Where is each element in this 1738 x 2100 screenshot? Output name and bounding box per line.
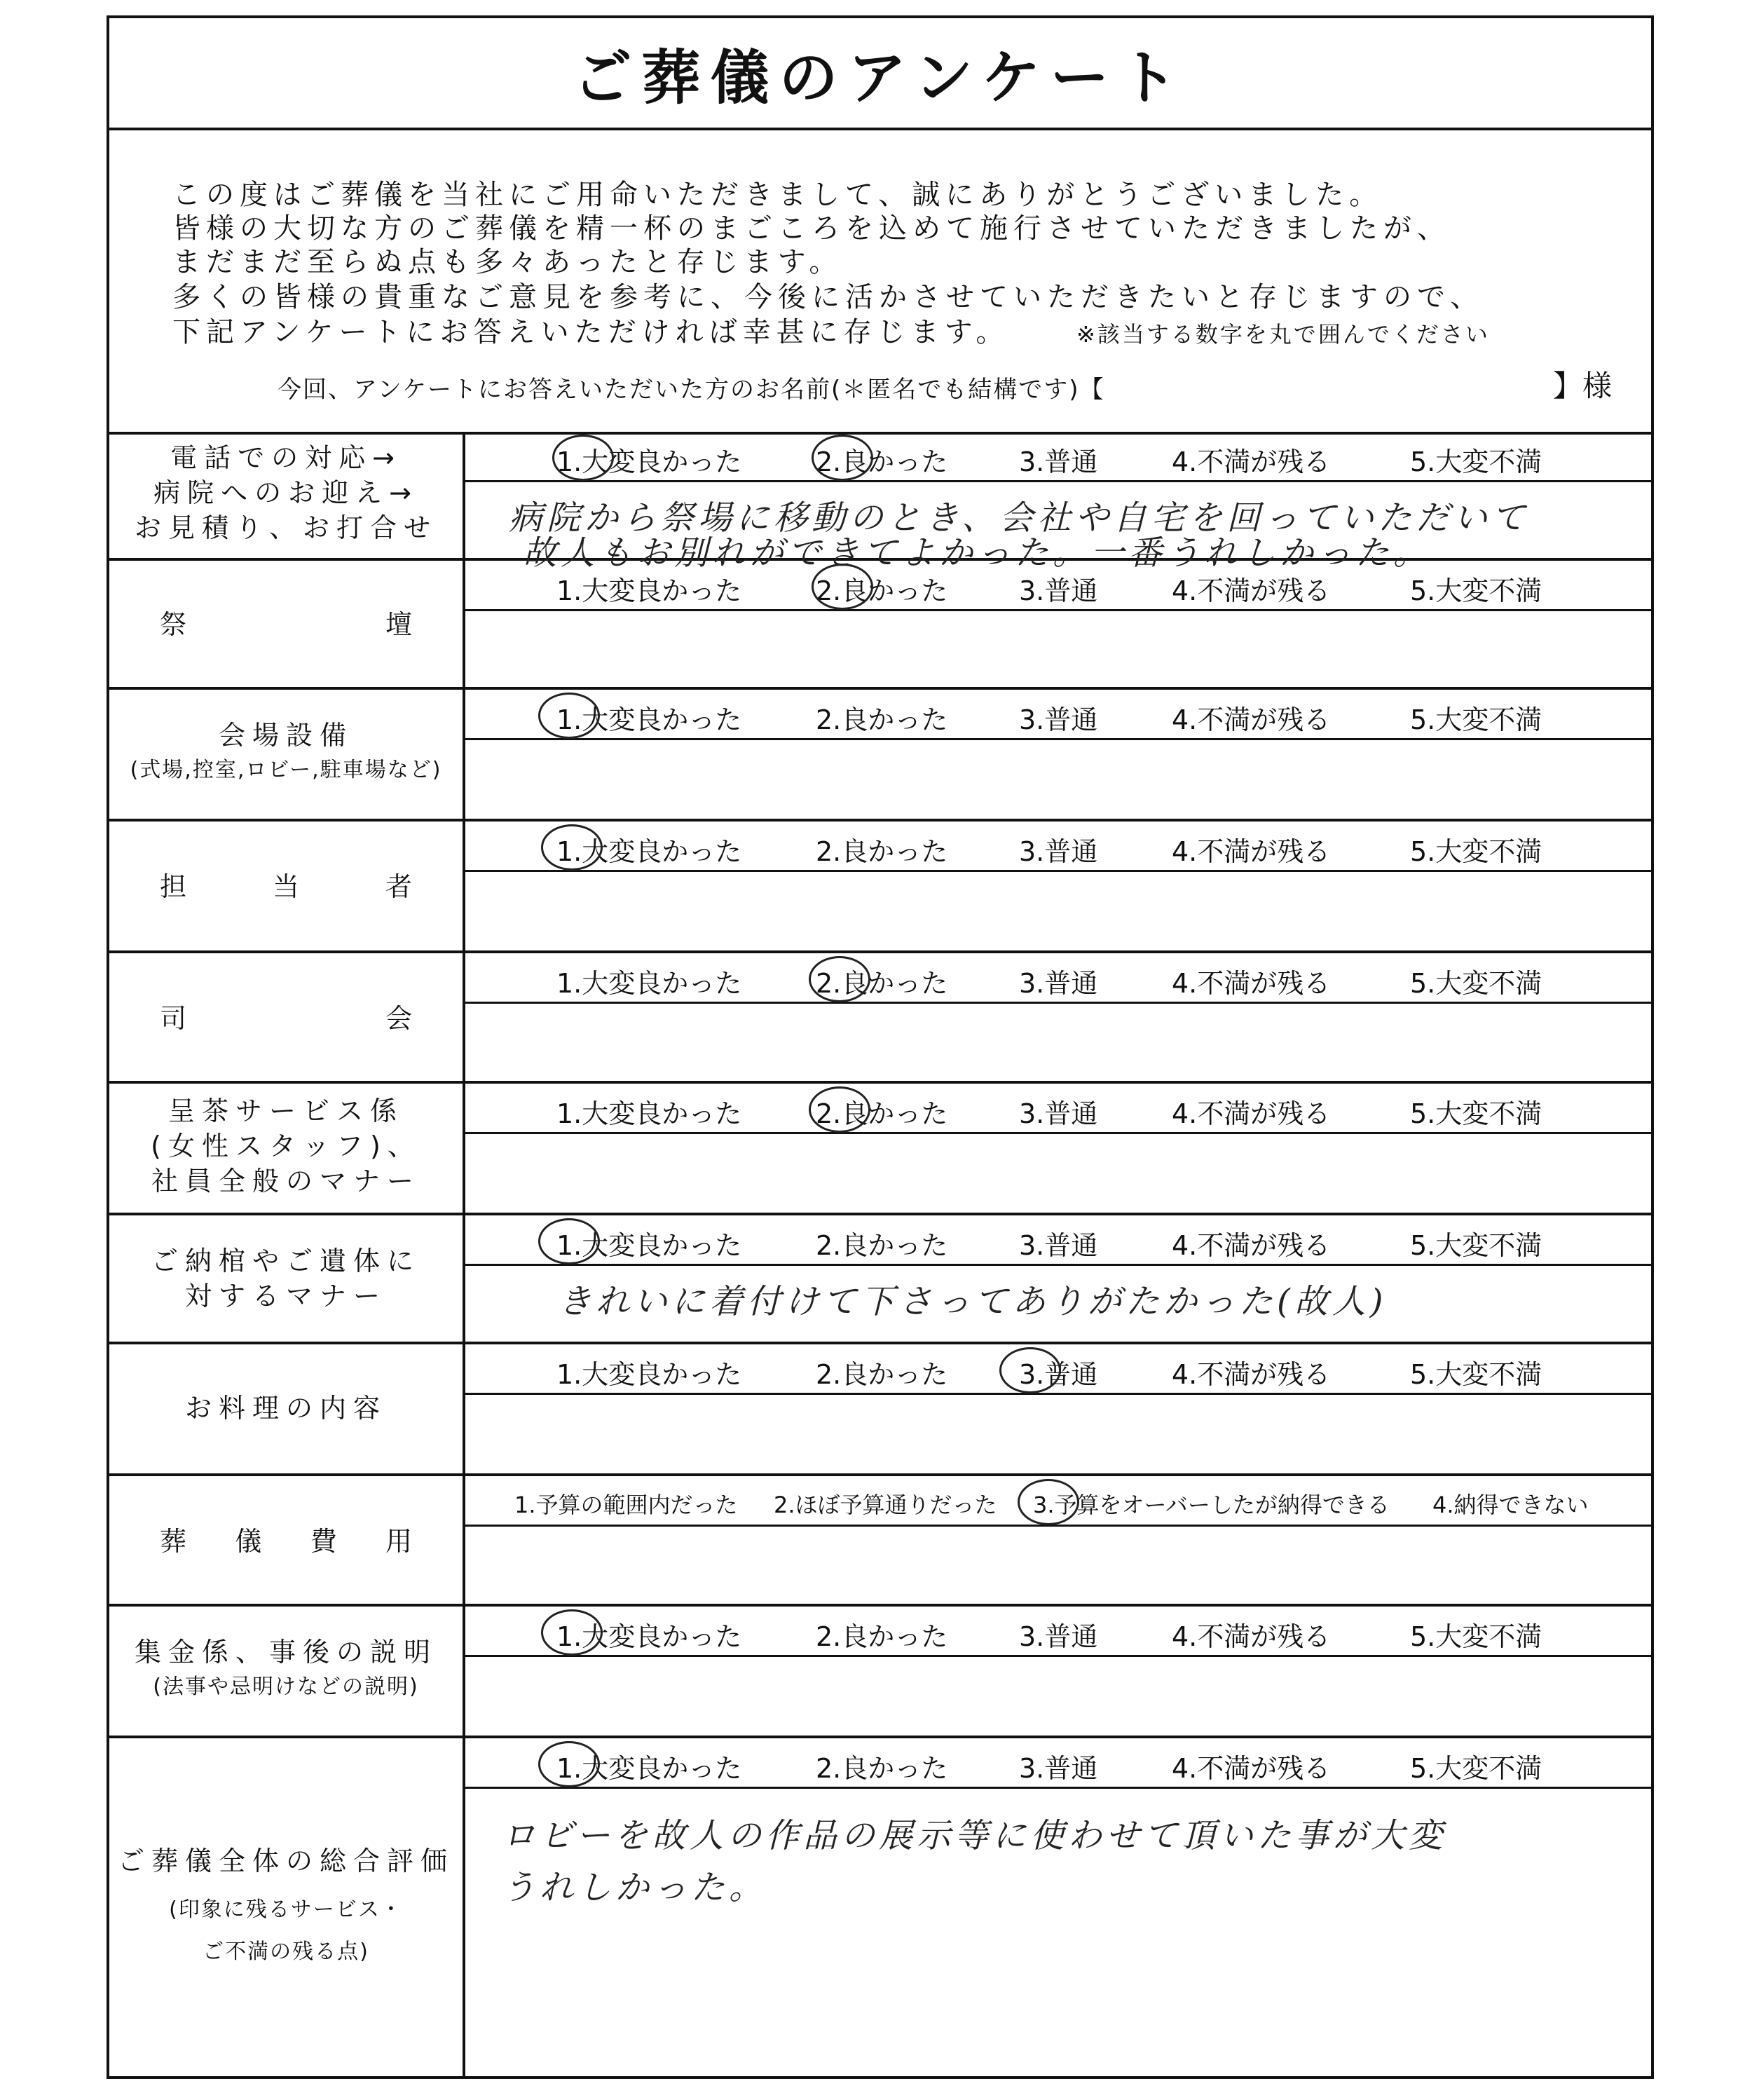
rating-options	[465, 1215, 1651, 1266]
option-4[interactable]: 4.不満が残る	[1172, 1359, 1331, 1390]
option-3[interactable]: 3.普通	[1019, 1098, 1098, 1129]
handwritten-comment: 故人もお別れができてよかった。一番うれしかった。	[523, 533, 1432, 573]
section-overall	[109, 1738, 1651, 2079]
option-5[interactable]: 5.大変不満	[1410, 1753, 1542, 1784]
option-5[interactable]: 5.大変不満	[1410, 1621, 1542, 1652]
option-5[interactable]: 5.大変不満	[1410, 1230, 1542, 1261]
section-food	[109, 1344, 1651, 1476]
option-1[interactable]: 1.大変良かった	[556, 1230, 742, 1261]
option-2[interactable]: 2.良かった	[816, 1753, 948, 1784]
option-3[interactable]: 3.普通	[1019, 1753, 1098, 1784]
selection-circle	[541, 1609, 603, 1656]
selection-circle	[541, 824, 603, 871]
option-2[interactable]: 2.良かった	[816, 446, 948, 477]
option-2[interactable]: 2.良かった	[816, 968, 948, 999]
section-label: 担 当 者	[160, 871, 412, 902]
option-4[interactable]: 4.不満が残る	[1172, 1621, 1331, 1652]
section-label: 司 会	[160, 1003, 412, 1034]
intro-line: 皆様の大切な方のご葬儀を精一杯のまごころを込めて施行させていただきましたが、	[172, 212, 1451, 245]
option-1[interactable]: 1.大変良かった	[556, 446, 742, 477]
section-label: 電話での対応→ 病院へのお迎え→ お見積り、お打合せ	[134, 442, 437, 543]
option-3[interactable]: 3.普通	[1019, 1621, 1098, 1652]
rating-options	[465, 1738, 1651, 1789]
option-2[interactable]: 2.良かった	[816, 575, 948, 606]
rating-options	[465, 821, 1651, 872]
section-cost	[109, 1476, 1651, 1607]
option-3[interactable]: 3.普通	[1019, 575, 1098, 606]
name-suffix: 】様	[1553, 369, 1613, 403]
option-5[interactable]: 5.大変不満	[1410, 446, 1542, 477]
name-prompt: 今回、アンケートにお答えいただいた方のお名前(＊匿名でも結構です)【	[278, 376, 1105, 404]
rating-options	[465, 1344, 1651, 1395]
option-4[interactable]: 4.不満が残る	[1172, 704, 1331, 735]
option-2[interactable]: 2.良かった	[816, 836, 948, 867]
intro-box	[109, 128, 1651, 435]
option-3[interactable]: 3.普通	[1019, 1230, 1098, 1261]
section-phone	[109, 432, 1651, 573]
option-1[interactable]: 1.大変良かった	[556, 1359, 742, 1390]
option-3[interactable]: 3.普通	[1019, 1359, 1098, 1390]
section-staff	[109, 821, 1651, 953]
selection-circle	[1018, 1479, 1079, 1525]
selection-circle	[809, 956, 870, 1002]
option-2[interactable]: 2.良かった	[816, 1359, 948, 1390]
option-5[interactable]: 5.大変不満	[1410, 968, 1542, 999]
section-label: 集金係、事後の説明 (法事や忌明けなどの説明)	[134, 1637, 437, 1699]
section-venue	[109, 690, 1651, 821]
rating-options	[465, 561, 1651, 611]
selection-circle	[538, 1218, 600, 1264]
form-title: ご葬儀のアンケート	[573, 43, 1188, 112]
option-4[interactable]: 4.不満が残る	[1172, 575, 1331, 606]
option-3[interactable]: 3.普通	[1019, 836, 1098, 867]
section-encoffining	[109, 1215, 1651, 1344]
survey-form	[107, 15, 1654, 2079]
option-1[interactable]: 1.大変良かった	[556, 968, 742, 999]
selection-circle	[538, 1741, 600, 1787]
rating-options	[465, 953, 1651, 1004]
option-5[interactable]: 5.大変不満	[1410, 575, 1542, 606]
handwritten-comment: きれいに着付けて下さってありがたかった(故人)	[558, 1282, 1388, 1321]
option-5[interactable]: 5.大変不満	[1410, 704, 1542, 735]
option-1[interactable]: 1.大変良かった	[556, 575, 742, 606]
section-label: 祭 壇	[160, 609, 412, 640]
rating-options	[465, 690, 1651, 740]
selection-circle	[552, 435, 614, 481]
section-label: お料理の内容	[184, 1393, 387, 1424]
option-2[interactable]: 2.良かった	[816, 1230, 948, 1261]
selection-circle	[538, 693, 600, 739]
option-5[interactable]: 5.大変不満	[1410, 1359, 1542, 1390]
cost-option-2[interactable]: 2.ほぼ予算通りだった	[774, 1492, 997, 1518]
option-3[interactable]: 3.普通	[1019, 704, 1098, 735]
cost-option-3[interactable]: 3.予算をオーバーしたが納得できる	[1033, 1492, 1390, 1518]
option-1[interactable]: 1.大変良かった	[556, 836, 742, 867]
section-payment	[109, 1607, 1651, 1738]
instruction-note: ※該当する数字を丸で囲んでください	[1076, 321, 1490, 348]
option-1[interactable]: 1.大変良かった	[556, 1098, 742, 1129]
option-5[interactable]: 5.大変不満	[1410, 1098, 1542, 1129]
intro-line: まだまだ至らぬ点も多々あったと存じます。	[172, 246, 843, 278]
rating-options	[465, 432, 1651, 482]
option-1[interactable]: 1.大変良かった	[556, 1753, 742, 1784]
option-4[interactable]: 4.不満が残る	[1172, 836, 1331, 867]
option-1[interactable]: 1.大変良かった	[556, 704, 742, 735]
option-4[interactable]: 4.不満が残る	[1172, 968, 1331, 999]
option-2[interactable]: 2.良かった	[816, 1621, 948, 1652]
section-label: ご納棺やご遺体に 対するマナー	[151, 1246, 420, 1311]
option-4[interactable]: 4.不満が残る	[1172, 446, 1331, 477]
section-label: 会場設備 (式場,控室,ロビー,駐車場など)	[130, 720, 442, 782]
option-5[interactable]: 5.大変不満	[1410, 836, 1542, 867]
intro-line: この度はご葬儀を当社にご用命いただきまして、誠にありがとうございました。	[172, 179, 1383, 211]
intro-line: 下記アンケートにお答えいただければ幸甚に存じます。	[172, 316, 1010, 348]
rating-options	[465, 1084, 1651, 1134]
cost-options	[465, 1476, 1651, 1527]
selection-circle	[809, 1086, 870, 1133]
selection-circle	[999, 1347, 1061, 1393]
rating-options	[465, 1607, 1651, 1657]
handwritten-comment: 病院から祭場に移動のとき、会社や自宅を回っていただいて	[509, 498, 1530, 538]
selection-circle	[812, 564, 873, 610]
section-altar	[109, 561, 1651, 690]
section-label: 葬 儀 費 用	[160, 1526, 412, 1557]
cost-option-1[interactable]: 1.予算の範囲内だった	[514, 1492, 738, 1518]
option-3[interactable]: 3.普通	[1019, 968, 1098, 999]
option-1[interactable]: 1.大変良かった	[556, 1621, 742, 1652]
handwritten-comment: ロビーを故人の作品の展示等に使わせて頂いた事が大変	[502, 1816, 1447, 1855]
section-label: ご葬儀全体の総合評価 (印象に残るサービス・ ご不満の残る点)	[117, 1846, 454, 1964]
section-label: 呈茶サービス係 (女性スタッフ)、 社員全般のマナー	[151, 1096, 421, 1196]
option-3[interactable]: 3.普通	[1019, 446, 1098, 477]
intro-line: 多くの皆様の貴重なご意見を参考に、今後に活かさせていただきたいと存じますので、	[172, 281, 1484, 313]
option-2[interactable]: 2.良かった	[816, 1098, 948, 1129]
title-box	[109, 18, 1651, 130]
question-grid	[109, 432, 1651, 2079]
handwritten-comment: うれしかった。	[502, 1868, 767, 1907]
option-4[interactable]: 4.不満が残る	[1172, 1753, 1331, 1784]
section-mc	[109, 953, 1651, 1084]
selection-circle	[812, 435, 873, 481]
option-2[interactable]: 2.良かった	[816, 704, 948, 735]
option-4[interactable]: 4.不満が残る	[1172, 1230, 1331, 1261]
option-4[interactable]: 4.不満が残る	[1172, 1098, 1331, 1129]
section-tea-service	[109, 1084, 1651, 1215]
cost-option-4[interactable]: 4.納得できない	[1432, 1492, 1589, 1518]
